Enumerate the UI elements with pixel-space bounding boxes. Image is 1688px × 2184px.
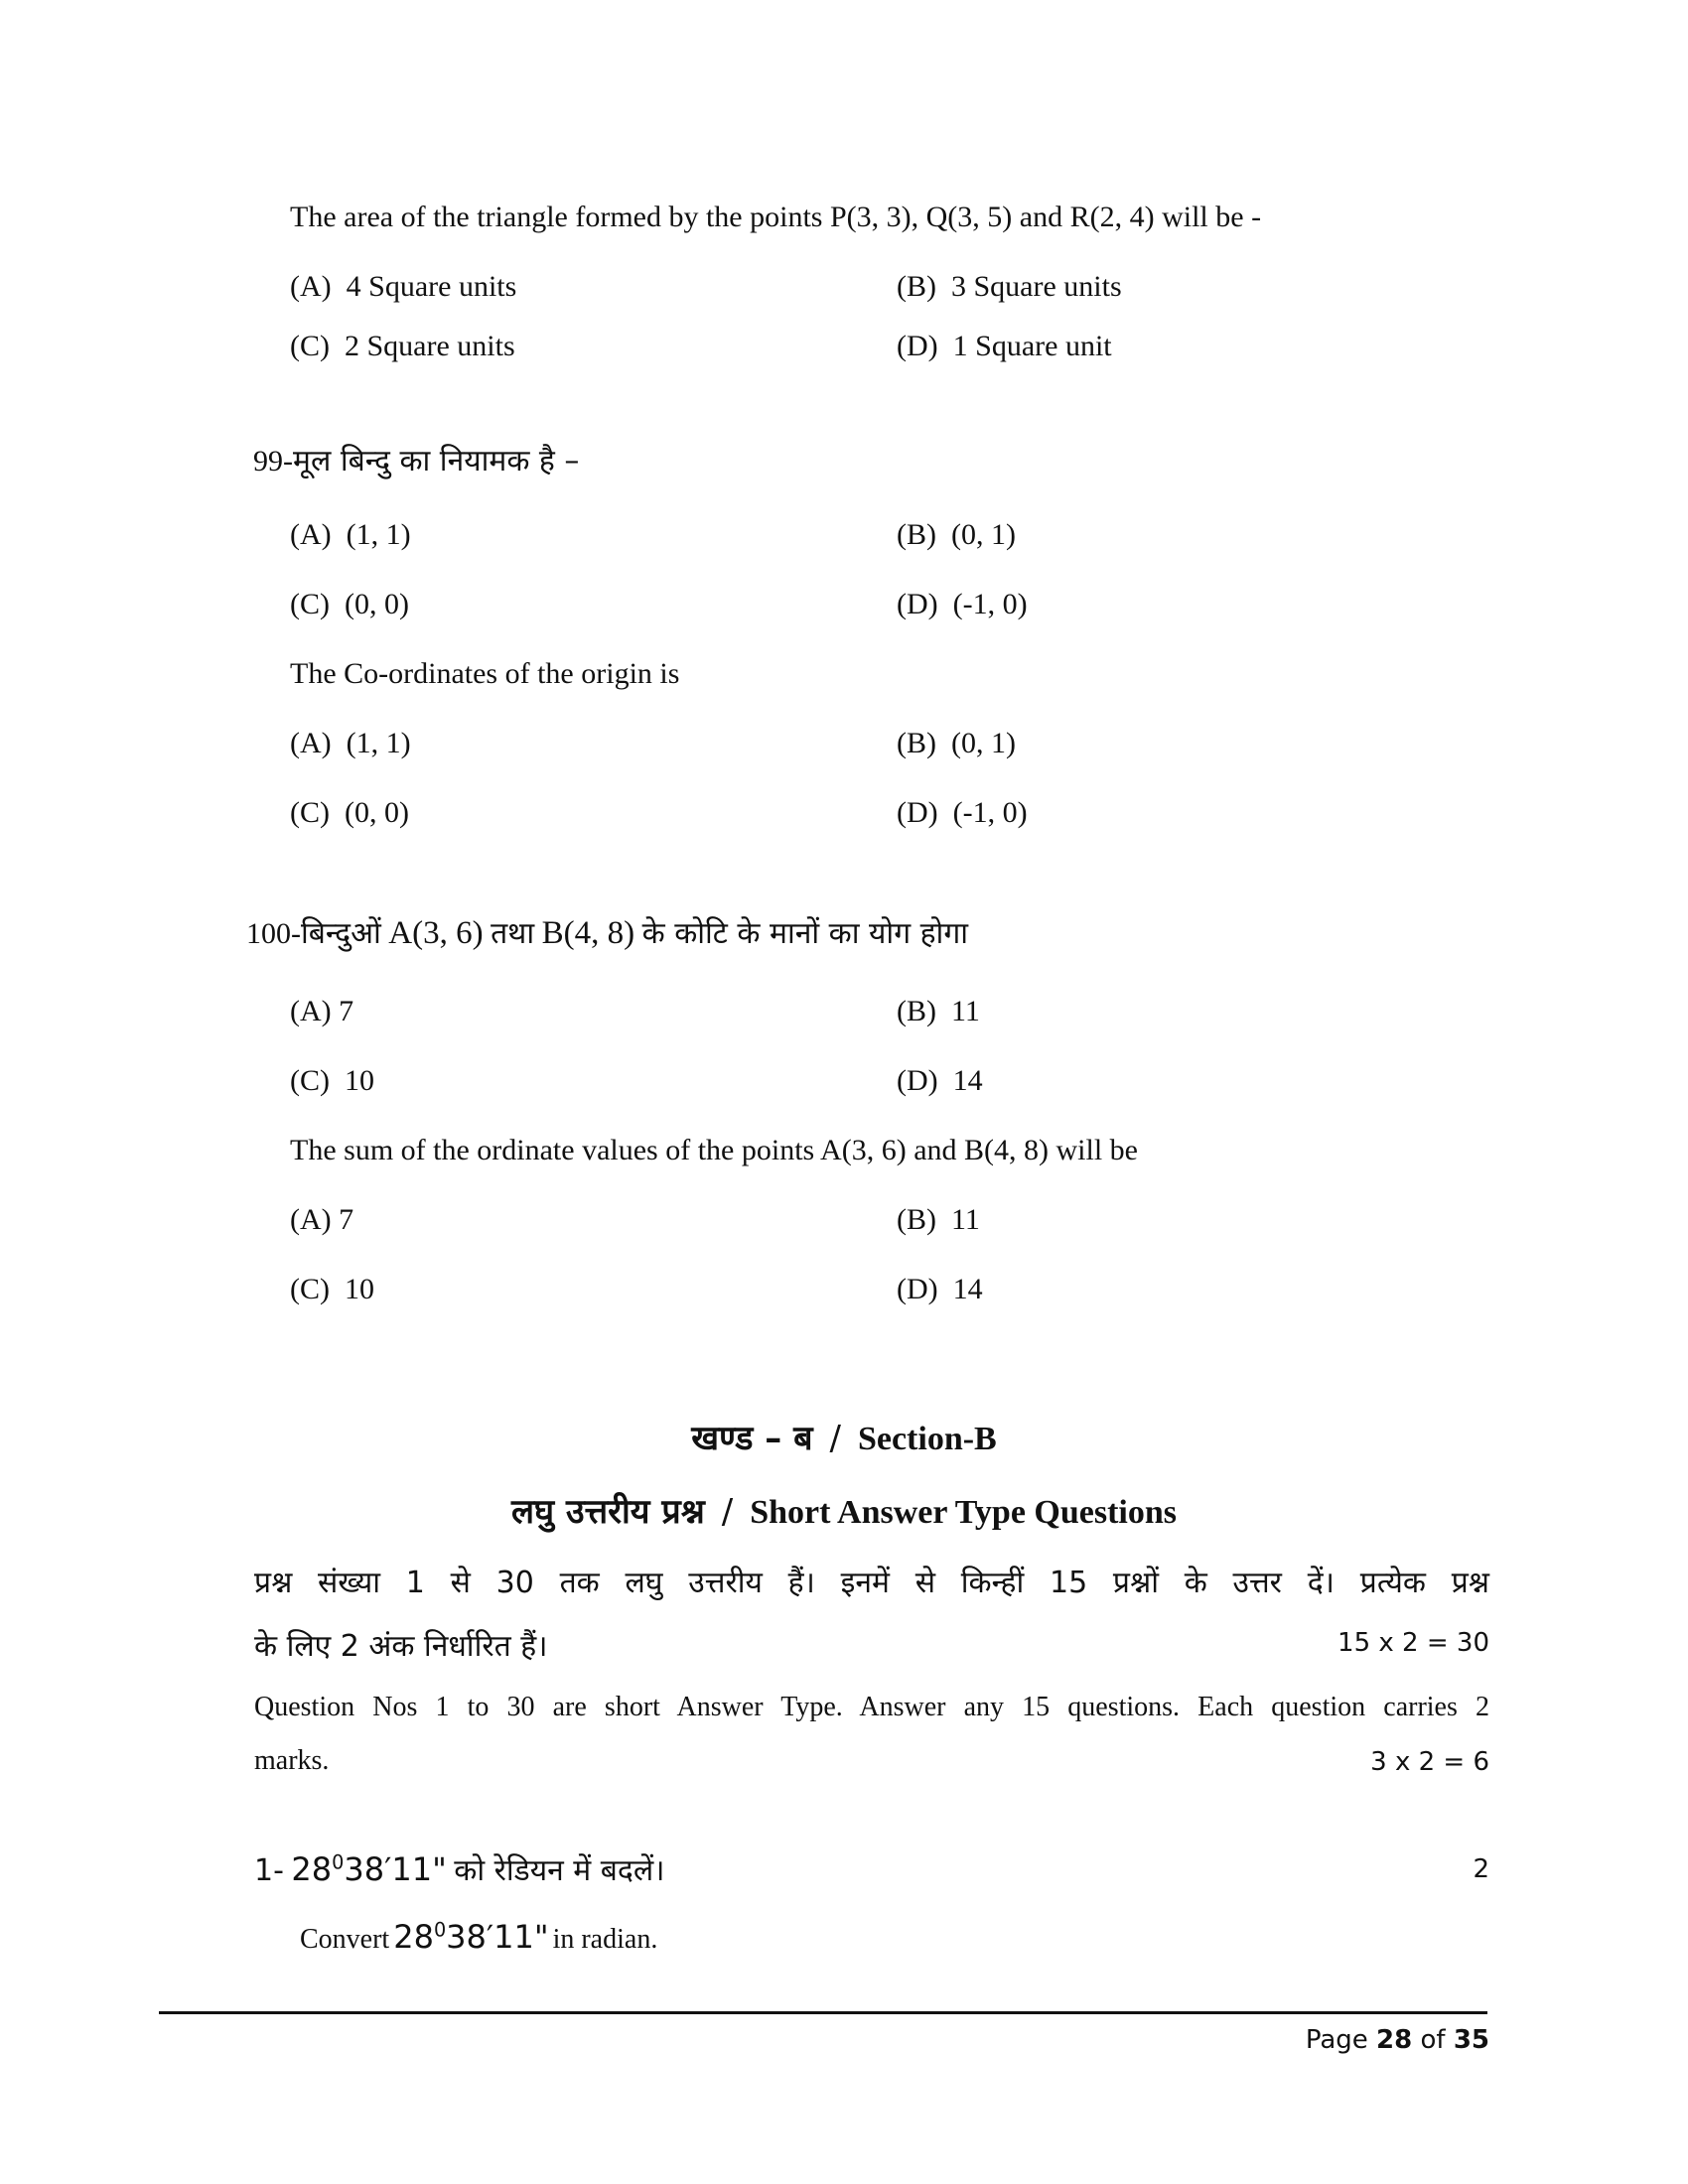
section-subtitle-slash: / bbox=[721, 1492, 734, 1532]
question-number: 100- bbox=[246, 917, 301, 950]
q99-hi-option-b bbox=[897, 518, 1016, 552]
q100-en-option-a bbox=[290, 1203, 353, 1237]
q99-hindi-question bbox=[253, 439, 579, 479]
option-label: (B) bbox=[897, 995, 936, 1027]
option-label: (C) bbox=[290, 1273, 330, 1305]
option-text: 4 Square units bbox=[346, 270, 517, 303]
angle-minutes-seconds: 38′11" bbox=[344, 1850, 447, 1888]
instructions-hindi-line1: प्रश्न संख्या 1 से 30 तक लघु उत्तरीय हैं। इनमें से किन्हीं 15 प्रश्नों के उत्तर दें। प्रत्येक प्रश्न bbox=[254, 1566, 1489, 1600]
option-label: (D) bbox=[897, 1064, 938, 1097]
q99-en-option-a bbox=[290, 727, 411, 760]
q100-en-option-d bbox=[897, 1273, 983, 1306]
option-label: (B) bbox=[897, 727, 936, 759]
q99-hi-option-d bbox=[897, 588, 1028, 621]
option-text: 1 Square unit bbox=[952, 330, 1112, 362]
question-suffix: in radian. bbox=[552, 1924, 658, 1955]
option-label: (A) bbox=[290, 518, 332, 551]
angle-degrees: 28 bbox=[291, 1850, 333, 1888]
section-subtitle-english: Short Answer Type Questions bbox=[750, 1494, 1178, 1531]
instructions-hindi-marks: 15 x 2 = 30 bbox=[1337, 1628, 1489, 1658]
option-text: (-1, 0) bbox=[952, 588, 1028, 620]
option-label: (B) bbox=[897, 270, 936, 303]
option-label: (D) bbox=[897, 588, 938, 620]
option-text: 10 bbox=[345, 1273, 374, 1305]
instructions-english-line1: Question Nos 1 to 30 are short Answer Type. Answer any 15 questions. Each question carries 2 bbox=[254, 1692, 1489, 1722]
option-label: (B) bbox=[897, 518, 936, 551]
q99-en-option-d bbox=[897, 796, 1028, 830]
option-label: (C) bbox=[290, 1064, 330, 1097]
q1-english-question bbox=[300, 1918, 657, 1956]
instructions-english-marks: 3 x 2 = 6 bbox=[1370, 1747, 1489, 1777]
q99-hi-option-c bbox=[290, 588, 409, 621]
option-text: (0, 1) bbox=[951, 518, 1016, 551]
point-b: B(4, 8) bbox=[541, 915, 635, 951]
option-text: 7 bbox=[339, 995, 354, 1027]
option-label: (D) bbox=[897, 330, 938, 362]
option-text: 2 Square units bbox=[345, 330, 515, 362]
question-number: 1- bbox=[254, 1853, 284, 1888]
q100-hi-option-a bbox=[290, 995, 353, 1028]
q98-option-d bbox=[897, 330, 1112, 363]
q100-hi-option-c bbox=[290, 1064, 374, 1098]
degree-symbol: 0 bbox=[332, 1850, 345, 1874]
angle-value bbox=[291, 1850, 446, 1888]
question-text-hindi-1: बिन्दुओं bbox=[301, 916, 381, 951]
q98-option-c bbox=[290, 330, 515, 363]
option-text: 14 bbox=[952, 1273, 983, 1305]
option-text: 10 bbox=[345, 1064, 374, 1097]
section-subtitle bbox=[0, 1487, 1688, 1533]
q1-hindi-question bbox=[254, 1848, 665, 1889]
option-label: (A) bbox=[290, 995, 332, 1027]
q98-option-b bbox=[897, 270, 1122, 304]
q100-en-option-b bbox=[897, 1203, 980, 1237]
page-word: Page bbox=[1305, 2025, 1368, 2055]
q1-marks: 2 bbox=[1473, 1854, 1489, 1884]
question-text-hindi-3: के कोटि के मानों का योग होगा bbox=[641, 916, 968, 951]
question-prefix: Convert bbox=[300, 1924, 390, 1955]
page-number bbox=[1306, 2025, 1489, 2055]
degree-symbol: 0 bbox=[433, 1918, 447, 1942]
question-number: 99- bbox=[253, 445, 293, 478]
option-text: 3 Square units bbox=[951, 270, 1122, 303]
option-text: (1, 1) bbox=[346, 518, 411, 551]
option-text: (0, 0) bbox=[345, 796, 409, 829]
option-text: 11 bbox=[951, 995, 980, 1027]
q99-hi-option-a bbox=[290, 518, 411, 552]
instructions-english-line2: marks. bbox=[254, 1745, 330, 1776]
question-text-hindi: मूल बिन्दु का नियामक है – bbox=[293, 444, 580, 478]
q98-english-text: The area of the triangle formed by the points P(3, 3), Q(3, 5) and R(2, 4) will be - bbox=[290, 201, 1262, 233]
page-current: 28 bbox=[1376, 2025, 1413, 2055]
section-title bbox=[0, 1414, 1688, 1459]
question-text-hindi: को रेडियन में बदलें। bbox=[454, 1853, 665, 1888]
q100-hi-option-d bbox=[897, 1064, 983, 1098]
option-text: (0, 1) bbox=[951, 727, 1016, 759]
option-label: (C) bbox=[290, 796, 330, 829]
angle-minutes-seconds: 38′11" bbox=[446, 1918, 549, 1956]
option-label: (A) bbox=[290, 727, 332, 759]
section-title-hindi: खण्ड – ब bbox=[691, 1419, 813, 1458]
option-label: (D) bbox=[897, 1273, 938, 1305]
option-text: 7 bbox=[339, 1203, 354, 1236]
footer-divider bbox=[159, 2011, 1487, 2014]
of-word: of bbox=[1420, 2025, 1446, 2055]
q100-hi-option-b bbox=[897, 995, 980, 1028]
option-label: (D) bbox=[897, 796, 938, 829]
q100-en-option-c bbox=[290, 1273, 374, 1306]
option-text: (1, 1) bbox=[346, 727, 411, 759]
option-label: (C) bbox=[290, 330, 330, 362]
point-a: A(3, 6) bbox=[388, 915, 484, 951]
option-text: (-1, 0) bbox=[952, 796, 1028, 829]
q99-en-option-c bbox=[290, 796, 409, 830]
question-text-hindi-2: तथा bbox=[491, 916, 535, 951]
option-text: 14 bbox=[952, 1064, 983, 1097]
q98-option-a bbox=[290, 270, 516, 304]
option-label: (C) bbox=[290, 588, 330, 620]
angle-degrees: 28 bbox=[393, 1918, 434, 1956]
option-label: (A) bbox=[290, 270, 332, 303]
option-label: (B) bbox=[897, 1203, 936, 1236]
q99-en-option-b bbox=[897, 727, 1016, 760]
q100-english-text: The sum of the ordinate values of the points A(3, 6) and B(4, 8) will be bbox=[290, 1134, 1138, 1166]
page-total: 35 bbox=[1453, 2025, 1489, 2055]
angle-value bbox=[393, 1918, 548, 1956]
q99-english-text: The Co-ordinates of the origin is bbox=[290, 657, 680, 690]
section-title-slash: / bbox=[829, 1419, 841, 1458]
section-title-english: Section-B bbox=[857, 1421, 997, 1457]
section-subtitle-hindi: लघु उत्तरीय प्रश्न bbox=[510, 1492, 705, 1532]
instructions-hindi-line2: के लिए 2 अंक निर्धारित हैं। bbox=[254, 1629, 548, 1664]
option-text: (0, 0) bbox=[345, 588, 409, 620]
option-text: 11 bbox=[951, 1203, 980, 1236]
option-label: (A) bbox=[290, 1203, 332, 1236]
q100-hindi-question bbox=[246, 911, 968, 952]
